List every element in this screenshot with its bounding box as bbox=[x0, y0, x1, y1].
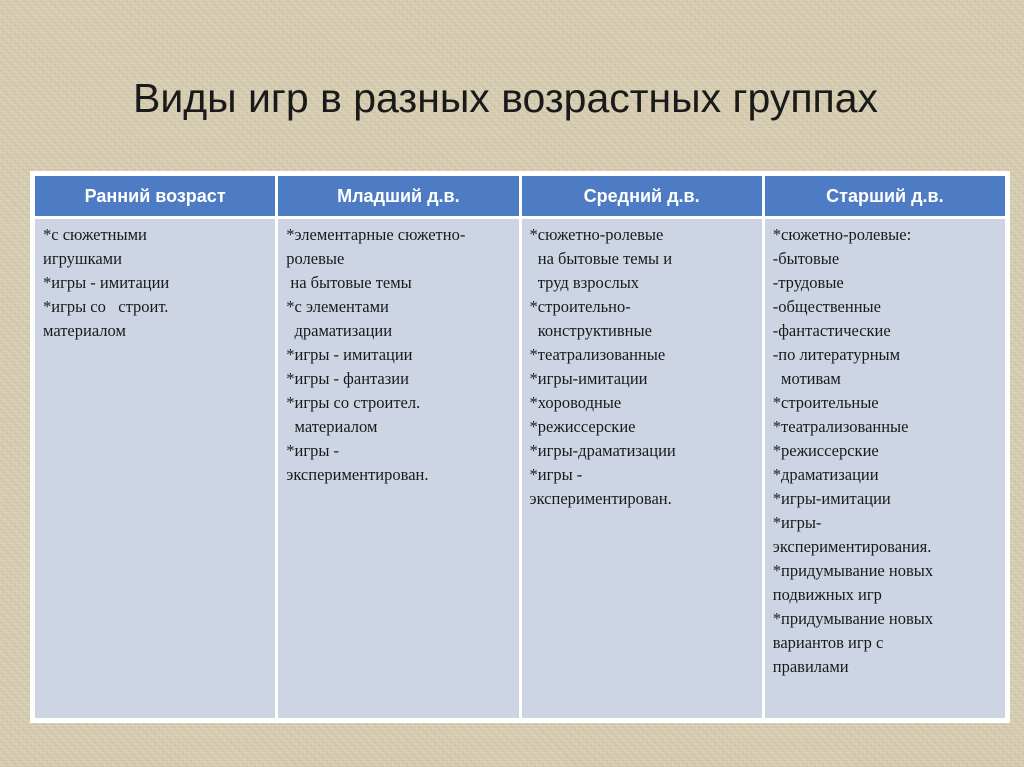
list-item: *с сюжетными bbox=[43, 225, 147, 244]
list-item: *строительные bbox=[772, 393, 879, 412]
list-item: *игры со строител. bbox=[286, 393, 421, 412]
header-early-age: Ранний возраст bbox=[35, 176, 275, 216]
list-item: -бытовые bbox=[772, 249, 840, 268]
slide-title: Виды игр в разных возрастных группах bbox=[133, 75, 879, 121]
cell-lines-junior-preschool bbox=[286, 223, 512, 487]
list-item: *сюжетно-ролевые bbox=[529, 225, 664, 244]
list-item: правилами bbox=[772, 657, 849, 676]
list-item: *игры- bbox=[772, 513, 822, 532]
header-middle-preschool: Средний д.в. bbox=[522, 176, 762, 216]
games-table-frame bbox=[30, 171, 1010, 723]
list-item: на бытовые темы и bbox=[529, 249, 673, 268]
list-item: *игры - фантазии bbox=[286, 369, 409, 388]
cell-middle-preschool bbox=[522, 219, 762, 718]
header-junior-preschool: Младший д.в. bbox=[278, 176, 518, 216]
list-item: *режиссерские bbox=[529, 417, 636, 436]
list-item: *придумывание новых bbox=[772, 609, 934, 628]
list-item: *элементарные сюжетно- bbox=[286, 225, 466, 244]
table-header-row bbox=[35, 176, 1005, 216]
list-item: *строительно- bbox=[529, 297, 631, 316]
list-item: -фантастические bbox=[772, 321, 891, 340]
header-senior-preschool: Старший д.в. bbox=[765, 176, 1005, 216]
list-item: вариантов игр с bbox=[772, 633, 884, 652]
list-item: экспериментирования. bbox=[772, 537, 932, 556]
list-item: труд взрослых bbox=[529, 273, 640, 292]
list-item: *театрализованные bbox=[772, 417, 909, 436]
list-item: игрушками bbox=[43, 249, 122, 268]
list-item: *театрализованные bbox=[529, 345, 666, 364]
table-row bbox=[35, 219, 1005, 718]
list-item: -по литературным bbox=[772, 345, 901, 364]
list-item: экспериментирован. bbox=[286, 465, 429, 484]
cell-senior-preschool bbox=[765, 219, 1005, 718]
cell-lines-early-age bbox=[43, 223, 269, 343]
list-item: *режиссерские bbox=[772, 441, 879, 460]
list-item: *игры - bbox=[529, 465, 583, 484]
games-table bbox=[32, 173, 1008, 721]
list-item: драматизации bbox=[286, 321, 393, 340]
list-item: *игры - имитации bbox=[43, 273, 170, 292]
list-item: *хороводные bbox=[529, 393, 622, 412]
list-item: *игры - имитации bbox=[286, 345, 413, 364]
list-item: подвижных игр bbox=[772, 585, 882, 604]
list-item: ролевые bbox=[286, 249, 345, 268]
list-item: *игры-драматизации bbox=[529, 441, 676, 460]
list-item: конструктивные bbox=[529, 321, 652, 340]
list-item: *игры со строит. bbox=[43, 297, 169, 316]
cell-lines-senior-preschool bbox=[773, 223, 999, 679]
list-item: материалом bbox=[286, 417, 378, 436]
list-item: *драматизации bbox=[772, 465, 879, 484]
list-item: *с элементами bbox=[286, 297, 389, 316]
list-item: экспериментирован. bbox=[529, 489, 672, 508]
cell-junior-preschool bbox=[278, 219, 518, 718]
cell-early-age bbox=[35, 219, 275, 718]
list-item: -общественные bbox=[772, 297, 881, 316]
cell-lines-middle-preschool bbox=[530, 223, 756, 511]
list-item: *сюжетно-ролевые: bbox=[772, 225, 912, 244]
list-item: *игры-имитации bbox=[529, 369, 648, 388]
list-item: *игры - bbox=[286, 441, 340, 460]
list-item: -трудовые bbox=[772, 273, 844, 292]
list-item: *игры-имитации bbox=[772, 489, 891, 508]
list-item: мотивам bbox=[772, 369, 841, 388]
list-item: *придумывание новых bbox=[772, 561, 934, 580]
list-item: на бытовые темы bbox=[286, 273, 412, 292]
list-item: материалом bbox=[43, 321, 126, 340]
